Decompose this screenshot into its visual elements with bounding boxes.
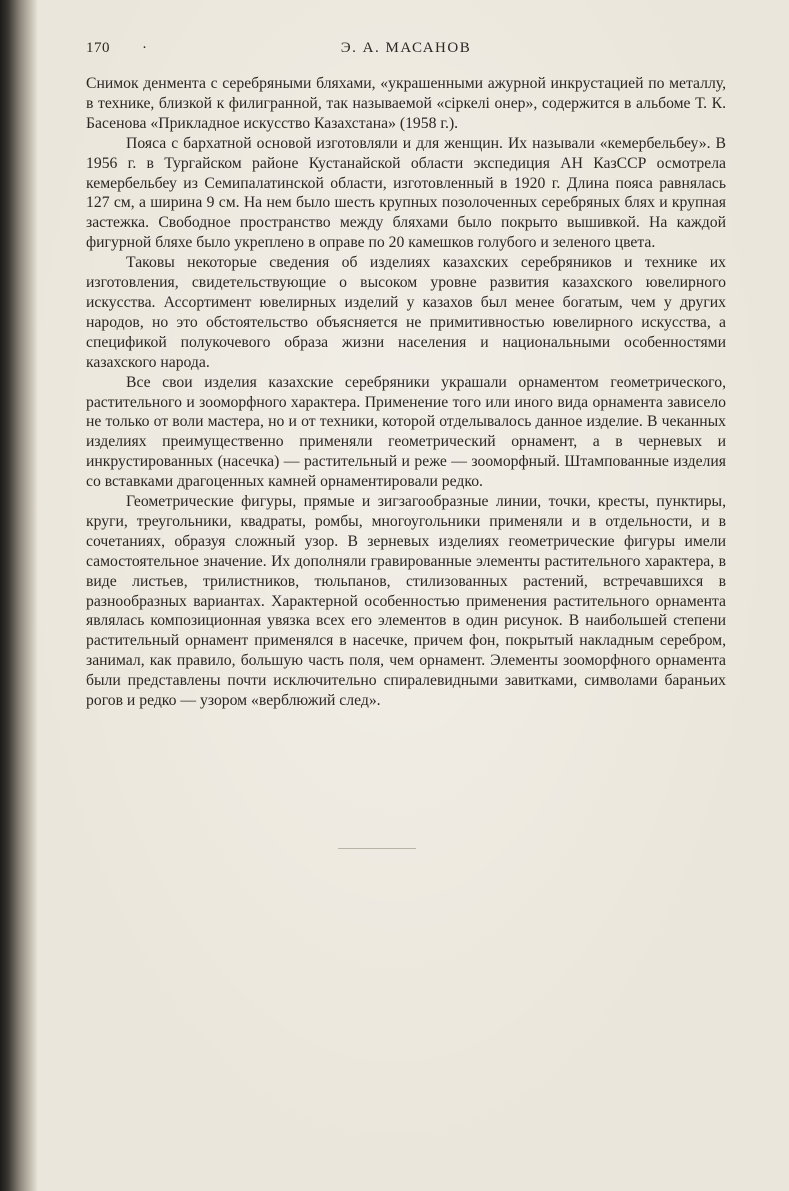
footer-rule <box>338 848 416 849</box>
book-spine-shadow <box>0 0 38 1191</box>
paragraph-5: Геометрические фигуры, прямые и зигзагообразные линии, точки, кресты, пунктиры, круги, треугольники, квадраты, ромбы, многоугольники применяли и в отдельности, и в сочетаниях, образуя сложный узор. В зерневых изделиях геометрические фигуры имели самостоятельное значение. Их дополняли гравированные элементы растительного характера, в виде листьев, трилистников, тюльпанов, стилизованных растений, встречавшихся в разнообразных вариантах. Характерной особенностью применения растительного орнамента являлась композиционная увязка всех его элементов в один рисунок. В наибольшей степени растительный орнамент применялся в насечке, причем фон, покрытый накладным серебром, занимал, как правило, большую часть поля, чем орнамент. Элементы зооморфного орнамента были представлены почти исключительно спиралевидными завитками, символами бараньих рогов и редко — узором «верблюжий след». <box>86 493 726 710</box>
body-text <box>86 74 726 711</box>
paragraph-1: Снимок денмента с серебряными бляхами, «украшенными ажурной инкрустацией по металлу, в технике, близкой к филигранной, так называемой «сіркелі онер», содержится в альбоме Т. К. Басенова «Прикладное искусство Казахстана» (1958 г.). <box>86 75 726 132</box>
page-header <box>86 40 726 62</box>
paragraph-2: Пояса с бархатной основой изготовляли и для женщин. Их называли «кемербельбеу». В 1956 г. в Тургайском районе Кустанайской области экспедиция АН КазССР осмотрела кемербельбеу из Семипалатинской области, изготовленный в 1920 г. Длина пояса равнялась 127 см, а ширина 9 см. На нем было шесть крупных позолоченных серебряных блях и крупная застежка. Свободное пространство между бляхами было покрыто вышивкой. На каждой фигурной бляхе было укреплено в оправе по 20 камешков голубого и зеленого цвета. <box>86 134 726 252</box>
paragraph-4: Все свои изделия казахские серебряники украшали орнаментом геометрического, растительного и зооморфного характера. Применение того или иного вида орнамента зависело не только от воли мастера, но и от техники, которой отделывалось данное изделие. В чеканных изделиях преимущественно применяли геометрический орнамент, а в черневых и инкрустированных (насечка) — растительный и реже — зооморфный. Штампованные изделия со вставками драгоценных камней орнаментировали редко. <box>86 373 726 491</box>
header-separator: · <box>142 40 148 56</box>
page-number: 170 <box>86 40 110 56</box>
paragraph-3: Таковы некоторые сведения об изделиях казахских серебряников и технике их изготовления, свидетельствующие о высоком уровне развития казахского ювелирного искусства. Ассортимент ювелирных изделий у казахов был менее богатым, чем у других народов, но это обстоятельство объясняется не примитивностью ювелирного искусства, а спецификой полукочевого образа жизни населения и национальными особенностями казахского народа. <box>86 254 726 371</box>
running-title: Э. А. МАСАНОВ <box>340 40 472 56</box>
